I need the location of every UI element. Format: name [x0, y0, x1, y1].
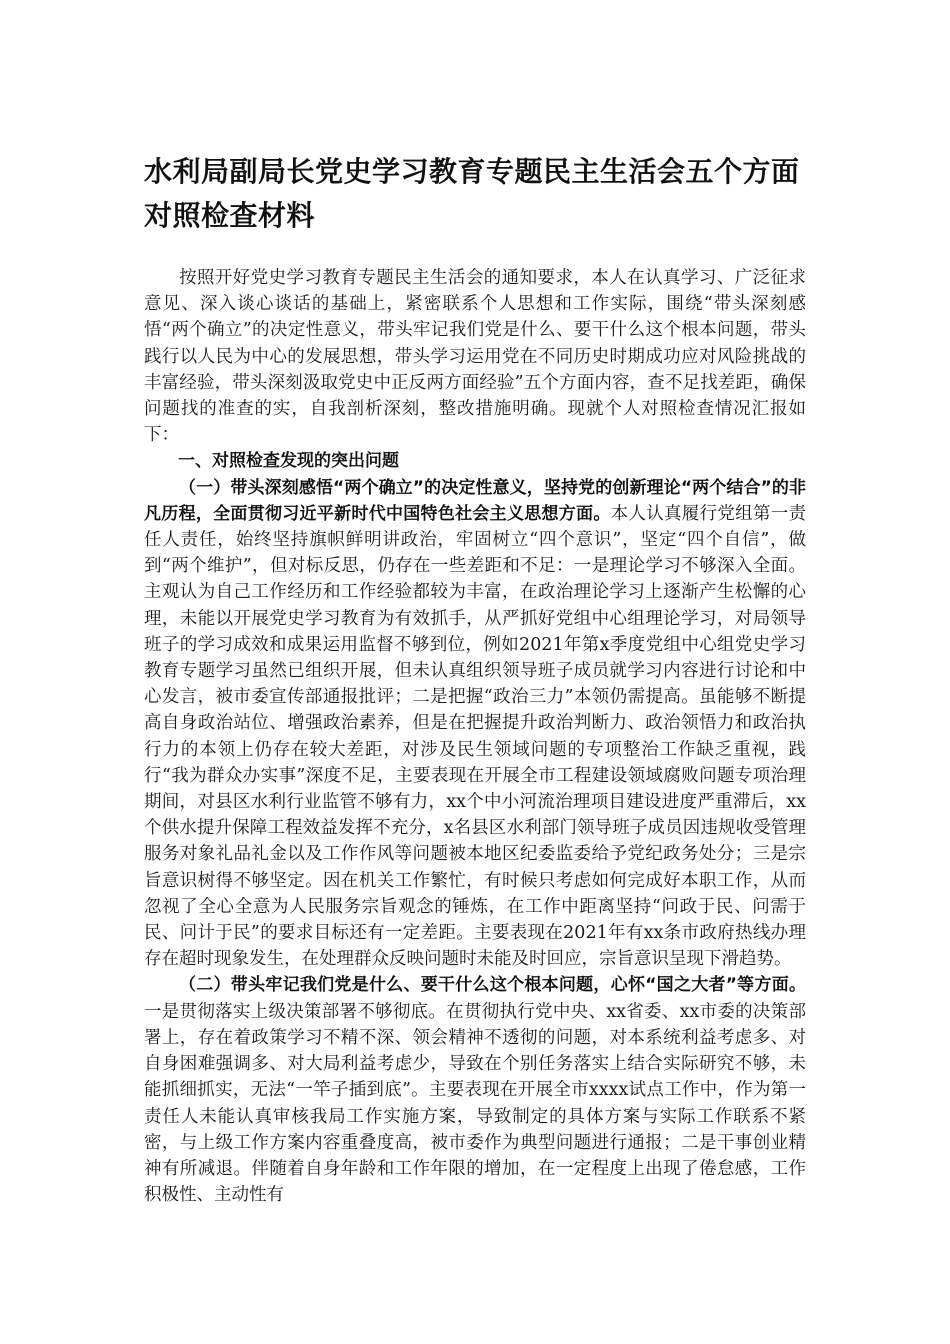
title-line-2: 对照检查材料 — [144, 199, 316, 232]
document-page — [144, 150, 806, 1208]
section-heading-1: 一、对照检查发现的突出问题 — [178, 451, 399, 472]
subsection-2-paragraph — [144, 972, 806, 1208]
subsection-2-heading: （二）带头牢记我们党是什么、要干什么这个根本问题，心怀“国之大者”等方面。 — [179, 975, 806, 996]
subsection-1-heading: （一）带头深刻感悟“两个确立”的决定性意义，坚持党的创新理论“两个结合”的非凡历程，全面贯彻习近平新时代中国特色社会主义思想方面。 — [144, 477, 806, 524]
subsection-1-body: 本人认真履行党组第一责任人责任，始终坚持旗帜鲜明讲政治，牢固树立“四个意识”，坚定“四个自信”，做到“两个维护”，但对标反思，仍存在一些差距和不足：一是理论学习不够深入全面。主观认为自己工作经历和工作经验都较为丰富，在政治理论学习上逐渐产生松懈的心理，未能以开展党史学习教育为有效抓手，从严抓好党组中心组理论学习，对局领导班子的学习成效和成果运用监督不够到位，例如2021年第x季度党组中心组党史学习教育专题学习虽然已组织开展，但未认真组织领导班子成员就学习内容进行讨论和中心发言，被市委宣传部通报批评；二是把握“政治三力”本领仍需提高。虽能够不断提高自身政治站位、增强政治素养，但是在把握提升政治判断力、政治领悟力和政治执行力的本领上仍存在较大差距，对涉及民生领域问题的专项整治工作缺乏重视，践行“我为群众办实事”深度不足，主要表现在开展全市工程建设领域腐败问题专项治理期间，对县区水利行业监管不够有力，xx个中小河流治理项目建设进度严重滞后，xx个供水提升保障工程效益发挥不充分，x名县区水利部门领导班子成员因违规收受管理服务对象礼品礼金以及工作作风等问题被本地区纪委监委给予党纪政务处分；三是宗旨意识树得不够坚定。因在机关工作繁忙，有时候只考虑如何完成好本职工作，从而忽视了全心全意为人民服务宗旨观念的锤炼，在工作中距离坚持“问政于民、问需于民、问计于民”的要求目标还有一定差距。主要表现在2021年有xx条市政府热线办理存在超时现象发生，在处理群众反映问题时未能及时回应，宗旨意识呈现下滑趋势。 — [144, 503, 807, 970]
subsection-1-paragraph — [144, 475, 806, 973]
title-line-1: 水利局副局长党史学习教育专题民主生活会五个方面 — [144, 155, 800, 188]
intro-paragraph: 按照开好党史学习教育专题民主生活会的通知要求，本人在认真学习、广泛征求意见、深入谈心谈话的基础上，紧密联系个人思想和工作实际，围绕“带头深刻感悟“两个确立”的决定性意义，带头牢记我们党是什么、要干什么这个根本问题，带头践行以人民为中心的发展思想，带头学习运用党在不同历史时期成功应对风险挑战的丰富经验，带头深刻汲取党史中正反两方面经验”五个方面内容，查不足找差距，确保问题找的准查的实，自我剖析深刻，整改措施明确。现就个人对照检查情况汇报如下： — [144, 268, 806, 446]
document-title — [144, 150, 806, 238]
subsection-2-body: 一是贯彻落实上级决策部署不够彻底。在贯彻执行党中央、xx省委、xx市委的决策部署上，存在着政策学习不精不深、领会精神不透彻的问题，对本系统利益考虑多、对自身困难强调多、对大局利益考虑少，导致在个别任务落实上结合实际研究不够，未能抓细抓实，无法“一竿子插到底”。主要表现在开展全市xxxx试点工作中，作为第一责任人未能认真审核我局工作实施方案，导致制定的具体方案与实际工作联系不紧密，与上级工作方案内容重叠度高，被市委作为典型问题进行通报；二是干事创业精神有所减退。伴随着自身年龄和工作年限的增加，在一定程度上出现了倦怠感，工作积极性、主动性有 — [144, 1001, 806, 1206]
